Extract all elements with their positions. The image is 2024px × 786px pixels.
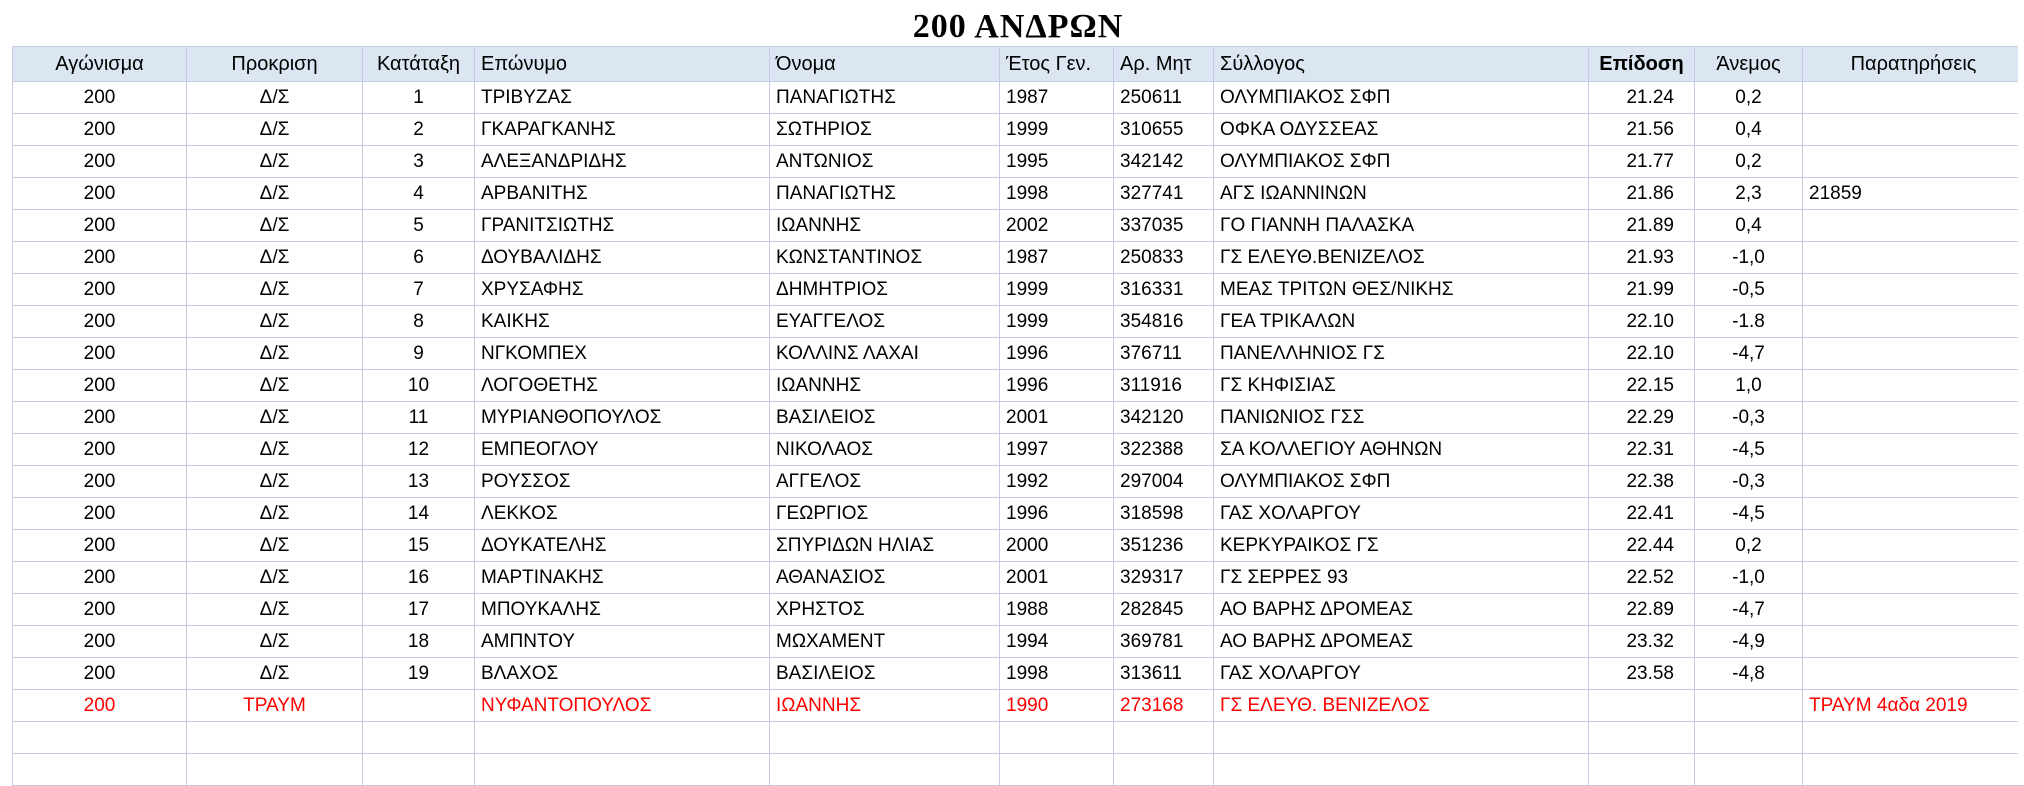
- cell-club[interactable]: ΟΛΥΜΠΙΑΚΟΣ ΣΦΠ: [1214, 82, 1589, 114]
- cell-qualification[interactable]: Δ/Σ: [187, 434, 363, 466]
- table-row: [13, 306, 2024, 338]
- cell-notes[interactable]: [1803, 466, 2024, 498]
- cell-notes[interactable]: [1803, 306, 2024, 338]
- cell-event[interactable]: 200: [13, 402, 187, 434]
- cell-firstname[interactable]: ΒΑΣΙΛΕΙΟΣ: [770, 658, 1000, 690]
- cell-qualification[interactable]: Δ/Σ: [187, 178, 363, 210]
- cell-surname[interactable]: ΑΛΕΞΑΝΔΡΙΔΗΣ: [475, 146, 770, 178]
- cell-club[interactable]: ΟΛΥΜΠΙΑΚΟΣ ΣΦΠ: [1214, 146, 1589, 178]
- cell-wind[interactable]: -4,7: [1695, 594, 1803, 626]
- results-sheet: [12, 0, 2024, 786]
- cell-birth-year[interactable]: 2000: [1000, 530, 1114, 562]
- cell-rank[interactable]: 16: [363, 562, 475, 594]
- cell-wind[interactable]: -4,5: [1695, 434, 1803, 466]
- results-table: [12, 46, 2024, 786]
- table-row: [13, 402, 2024, 434]
- cell-club[interactable]: ΑΓΣ ΙΩΑΝΝΙΝΩΝ: [1214, 178, 1589, 210]
- cell-rank[interactable]: 11: [363, 402, 475, 434]
- cell-performance[interactable]: [1589, 754, 1695, 786]
- cell-notes[interactable]: [1803, 658, 2024, 690]
- cell-event[interactable]: 200: [13, 370, 187, 402]
- cell-reg-number[interactable]: 327741: [1114, 178, 1214, 210]
- cell-wind[interactable]: -0,3: [1695, 402, 1803, 434]
- cell-birth-year[interactable]: 2002: [1000, 210, 1114, 242]
- cell-notes[interactable]: [1803, 594, 2024, 626]
- cell-performance[interactable]: 21.89: [1589, 210, 1695, 242]
- cell-event[interactable]: 200: [13, 658, 187, 690]
- cell-qualification[interactable]: Δ/Σ: [187, 594, 363, 626]
- cell-performance[interactable]: 21.86: [1589, 178, 1695, 210]
- table-row: [13, 146, 2024, 178]
- cell-wind[interactable]: -4,8: [1695, 658, 1803, 690]
- cell-firstname[interactable]: ΑΓΓΕΛΟΣ: [770, 466, 1000, 498]
- cell-birth-year[interactable]: 1999: [1000, 114, 1114, 146]
- cell-notes[interactable]: [1803, 242, 2024, 274]
- cell-rank[interactable]: 5: [363, 210, 475, 242]
- cell-wind[interactable]: [1695, 690, 1803, 722]
- cell-reg-number[interactable]: 282845: [1114, 594, 1214, 626]
- cell-firstname[interactable]: ΔΗΜΗΤΡΙΟΣ: [770, 274, 1000, 306]
- cell-notes[interactable]: [1803, 402, 2024, 434]
- cell-birth-year[interactable]: 2001: [1000, 562, 1114, 594]
- table-row: [13, 82, 2024, 114]
- cell-surname[interactable]: ΜΠΟΥΚΑΛΗΣ: [475, 594, 770, 626]
- cell-surname[interactable]: ΛΕΚΚΟΣ: [475, 498, 770, 530]
- cell-surname[interactable]: ΚΑΙΚΗΣ: [475, 306, 770, 338]
- cell-rank[interactable]: 17: [363, 594, 475, 626]
- cell-birth-year[interactable]: 2001: [1000, 402, 1114, 434]
- cell-club[interactable]: ΓΟ ΓΙΑΝΝΗ ΠΑΛΑΣΚΑ: [1214, 210, 1589, 242]
- cell-surname[interactable]: ΜΑΡΤΙΝΑΚΗΣ: [475, 562, 770, 594]
- cell-firstname[interactable]: ΓΕΩΡΓΙΟΣ: [770, 498, 1000, 530]
- cell-qualification[interactable]: Δ/Σ: [187, 658, 363, 690]
- cell-club[interactable]: ΓΕΑ ΤΡΙΚΑΛΩΝ: [1214, 306, 1589, 338]
- cell-reg-number[interactable]: 322388: [1114, 434, 1214, 466]
- cell-rank[interactable]: [363, 722, 475, 754]
- cell-qualification[interactable]: Δ/Σ: [187, 114, 363, 146]
- cell-wind[interactable]: 0,2: [1695, 82, 1803, 114]
- table-row: [13, 242, 2024, 274]
- cell-qualification[interactable]: Δ/Σ: [187, 242, 363, 274]
- cell-event[interactable]: 200: [13, 210, 187, 242]
- cell-wind[interactable]: 0,2: [1695, 146, 1803, 178]
- table-row: [13, 658, 2024, 690]
- table-row: [13, 274, 2024, 306]
- table-row: [13, 178, 2024, 210]
- cell-firstname[interactable]: ΧΡΗΣΤΟΣ: [770, 594, 1000, 626]
- cell-performance[interactable]: 23.32: [1589, 626, 1695, 658]
- cell-rank[interactable]: 2: [363, 114, 475, 146]
- cell-surname[interactable]: ΒΛΑΧΟΣ: [475, 658, 770, 690]
- cell-qualification[interactable]: Δ/Σ: [187, 466, 363, 498]
- cell-qualification[interactable]: Δ/Σ: [187, 338, 363, 370]
- cell-reg-number[interactable]: 342120: [1114, 402, 1214, 434]
- cell-performance[interactable]: 21.93: [1589, 242, 1695, 274]
- cell-wind[interactable]: -0,5: [1695, 274, 1803, 306]
- cell-birth-year[interactable]: 1998: [1000, 178, 1114, 210]
- cell-performance[interactable]: 21.56: [1589, 114, 1695, 146]
- cell-surname[interactable]: ΔΟΥΚΑΤΕΛΗΣ: [475, 530, 770, 562]
- cell-birth-year[interactable]: 1996: [1000, 338, 1114, 370]
- cell-surname[interactable]: ΧΡΥΣΑΦΗΣ: [475, 274, 770, 306]
- cell-surname[interactable]: ΜΥΡΙΑΝΘΟΠΟΥΛΟΣ: [475, 402, 770, 434]
- cell-performance[interactable]: 22.41: [1589, 498, 1695, 530]
- table-row-empty: [13, 754, 2024, 786]
- cell-performance[interactable]: 21.24: [1589, 82, 1695, 114]
- cell-wind[interactable]: -1,0: [1695, 562, 1803, 594]
- col-header-notes[interactable]: Παρατηρήσεις: [1803, 47, 2024, 82]
- cell-birth-year[interactable]: 1990: [1000, 690, 1114, 722]
- cell-event[interactable]: 200: [13, 146, 187, 178]
- col-header-firstname[interactable]: Όνομα: [770, 47, 1000, 82]
- cell-notes[interactable]: 21859: [1803, 178, 2024, 210]
- cell-surname[interactable]: ΑΡΒΑΝΙΤΗΣ: [475, 178, 770, 210]
- cell-event[interactable]: 200: [13, 242, 187, 274]
- cell-qualification[interactable]: Δ/Σ: [187, 274, 363, 306]
- cell-qualification[interactable]: Δ/Σ: [187, 498, 363, 530]
- cell-event[interactable]: 200: [13, 306, 187, 338]
- cell-rank[interactable]: 6: [363, 242, 475, 274]
- cell-birth-year[interactable]: [1000, 722, 1114, 754]
- cell-rank[interactable]: 1: [363, 82, 475, 114]
- table-row-injured: [13, 690, 2024, 722]
- cell-rank[interactable]: 3: [363, 146, 475, 178]
- cell-reg-number[interactable]: 250833: [1114, 242, 1214, 274]
- cell-qualification[interactable]: Δ/Σ: [187, 306, 363, 338]
- cell-reg-number[interactable]: 318598: [1114, 498, 1214, 530]
- cell-firstname[interactable]: ΕΥΑΓΓΕΛΟΣ: [770, 306, 1000, 338]
- cell-reg-number[interactable]: 354816: [1114, 306, 1214, 338]
- cell-firstname[interactable]: ΚΟΛΛΙΝΣ ΛΑΧΑΙ: [770, 338, 1000, 370]
- cell-surname[interactable]: ΝΓΚΟΜΠΕΧ: [475, 338, 770, 370]
- cell-firstname[interactable]: ΙΩΑΝΝΗΣ: [770, 690, 1000, 722]
- col-header-event[interactable]: Αγώνισμα: [13, 47, 187, 82]
- cell-firstname[interactable]: ΠΑΝΑΓΙΩΤΗΣ: [770, 82, 1000, 114]
- cell-performance[interactable]: 23.58: [1589, 658, 1695, 690]
- cell-event[interactable]: 200: [13, 594, 187, 626]
- cell-notes[interactable]: [1803, 434, 2024, 466]
- cell-club[interactable]: ΟΦΚΑ ΟΔΥΣΣΕΑΣ: [1214, 114, 1589, 146]
- cell-surname[interactable]: ΝΥΦΑΝΤΟΠΟΥΛΟΣ: [475, 690, 770, 722]
- table-row: [13, 626, 2024, 658]
- cell-reg-number[interactable]: 316331: [1114, 274, 1214, 306]
- cell-surname[interactable]: ΡΟΥΣΣΟΣ: [475, 466, 770, 498]
- col-header-qualification[interactable]: Προκριση: [187, 47, 363, 82]
- cell-event[interactable]: 200: [13, 690, 187, 722]
- cell-reg-number[interactable]: 337035: [1114, 210, 1214, 242]
- col-header-reg-number[interactable]: Αρ. Μητ: [1114, 47, 1214, 82]
- col-header-surname[interactable]: Επώνυμο: [475, 47, 770, 82]
- cell-event[interactable]: 200: [13, 274, 187, 306]
- cell-event[interactable]: 200: [13, 434, 187, 466]
- table-row: [13, 466, 2024, 498]
- cell-birth-year[interactable]: 1988: [1000, 594, 1114, 626]
- cell-club[interactable]: ΚΕΡΚΥΡΑΙΚΟΣ ΓΣ: [1214, 530, 1589, 562]
- cell-event[interactable]: 200: [13, 562, 187, 594]
- cell-surname[interactable]: ΛΟΓΟΘΕΤΗΣ: [475, 370, 770, 402]
- cell-club[interactable]: [1214, 754, 1589, 786]
- page-title: 200 ΑΝΔΡΩΝ: [12, 0, 2024, 46]
- cell-birth-year[interactable]: 1997: [1000, 434, 1114, 466]
- cell-qualification[interactable]: Δ/Σ: [187, 146, 363, 178]
- cell-rank[interactable]: 15: [363, 530, 475, 562]
- cell-club[interactable]: ΜΕΑΣ ΤΡΙΤΩΝ ΘΕΣ/ΝΙΚΗΣ: [1214, 274, 1589, 306]
- cell-firstname[interactable]: ΣΠΥΡΙΔΩΝ ΗΛΙΑΣ: [770, 530, 1000, 562]
- cell-performance[interactable]: 21.77: [1589, 146, 1695, 178]
- cell-event[interactable]: 200: [13, 466, 187, 498]
- cell-firstname[interactable]: [770, 722, 1000, 754]
- cell-reg-number[interactable]: [1114, 722, 1214, 754]
- cell-firstname[interactable]: ΙΩΑΝΝΗΣ: [770, 370, 1000, 402]
- cell-surname[interactable]: ΤΡΙΒΥΖΑΣ: [475, 82, 770, 114]
- cell-reg-number[interactable]: 310655: [1114, 114, 1214, 146]
- cell-event[interactable]: 200: [13, 114, 187, 146]
- cell-qualification[interactable]: Δ/Σ: [187, 626, 363, 658]
- cell-event[interactable]: 200: [13, 530, 187, 562]
- cell-reg-number[interactable]: [1114, 754, 1214, 786]
- cell-notes[interactable]: [1803, 114, 2024, 146]
- cell-event[interactable]: [13, 754, 187, 786]
- table-row: [13, 498, 2024, 530]
- cell-wind[interactable]: -1.8: [1695, 306, 1803, 338]
- cell-performance[interactable]: 22.89: [1589, 594, 1695, 626]
- cell-performance[interactable]: 22.44: [1589, 530, 1695, 562]
- col-header-performance[interactable]: Επίδοση: [1589, 47, 1695, 82]
- cell-reg-number[interactable]: 376711: [1114, 338, 1214, 370]
- cell-event[interactable]: 200: [13, 82, 187, 114]
- cell-club[interactable]: ΣΑ ΚΟΛΛΕΓΙΟΥ ΑΘΗΝΩΝ: [1214, 434, 1589, 466]
- cell-notes[interactable]: [1803, 274, 2024, 306]
- cell-notes[interactable]: [1803, 370, 2024, 402]
- cell-birth-year[interactable]: 1996: [1000, 370, 1114, 402]
- cell-rank[interactable]: 9: [363, 338, 475, 370]
- cell-club[interactable]: ΓΣ ΣΕΡΡΕΣ 93: [1214, 562, 1589, 594]
- cell-firstname[interactable]: ΠΑΝΑΓΙΩΤΗΣ: [770, 178, 1000, 210]
- cell-qualification[interactable]: ΤΡΑΥΜ: [187, 690, 363, 722]
- cell-reg-number[interactable]: 250611: [1114, 82, 1214, 114]
- cell-performance[interactable]: 22.15: [1589, 370, 1695, 402]
- cell-qualification[interactable]: [187, 722, 363, 754]
- table-row: [13, 338, 2024, 370]
- cell-event[interactable]: [13, 722, 187, 754]
- cell-birth-year[interactable]: 1992: [1000, 466, 1114, 498]
- table-row: [13, 530, 2024, 562]
- cell-rank[interactable]: 10: [363, 370, 475, 402]
- cell-rank[interactable]: 4: [363, 178, 475, 210]
- cell-club[interactable]: ΑΟ ΒΑΡΗΣ ΔΡΟΜΕΑΣ: [1214, 594, 1589, 626]
- cell-notes[interactable]: ΤΡΑΥΜ 4αδα 2019: [1803, 690, 2024, 722]
- cell-surname[interactable]: ΕΜΠΕΟΓΛΟΥ: [475, 434, 770, 466]
- cell-notes[interactable]: [1803, 338, 2024, 370]
- cell-notes[interactable]: [1803, 498, 2024, 530]
- cell-reg-number[interactable]: 342142: [1114, 146, 1214, 178]
- cell-club[interactable]: [1214, 722, 1589, 754]
- cell-birth-year[interactable]: 1987: [1000, 242, 1114, 274]
- cell-rank[interactable]: 13: [363, 466, 475, 498]
- cell-club[interactable]: ΓΣ ΕΛΕΥΘ. ΒΕΝΙΖΕΛΟΣ: [1214, 690, 1589, 722]
- cell-surname[interactable]: [475, 722, 770, 754]
- cell-rank[interactable]: 19: [363, 658, 475, 690]
- cell-performance[interactable]: 22.10: [1589, 338, 1695, 370]
- cell-event[interactable]: 200: [13, 178, 187, 210]
- right-margin: [2018, 0, 2024, 768]
- cell-performance[interactable]: [1589, 690, 1695, 722]
- cell-wind[interactable]: -0,3: [1695, 466, 1803, 498]
- cell-rank[interactable]: 14: [363, 498, 475, 530]
- cell-birth-year[interactable]: 1999: [1000, 274, 1114, 306]
- cell-club[interactable]: ΓΑΣ ΧΟΛΑΡΓΟΥ: [1214, 658, 1589, 690]
- cell-birth-year[interactable]: 1994: [1000, 626, 1114, 658]
- cell-performance[interactable]: 22.10: [1589, 306, 1695, 338]
- col-header-birth-year[interactable]: Έτος Γεν.: [1000, 47, 1114, 82]
- cell-notes[interactable]: [1803, 146, 2024, 178]
- cell-wind[interactable]: -1,0: [1695, 242, 1803, 274]
- table-row: [13, 594, 2024, 626]
- cell-notes[interactable]: [1803, 82, 2024, 114]
- cell-reg-number[interactable]: 311916: [1114, 370, 1214, 402]
- cell-rank[interactable]: 18: [363, 626, 475, 658]
- cell-firstname[interactable]: ΜΩΧΑΜΕΝΤ: [770, 626, 1000, 658]
- cell-surname[interactable]: ΓΚΑΡΑΓΚΑΝΗΣ: [475, 114, 770, 146]
- cell-wind[interactable]: -4,7: [1695, 338, 1803, 370]
- cell-performance[interactable]: 22.31: [1589, 434, 1695, 466]
- cell-qualification[interactable]: Δ/Σ: [187, 370, 363, 402]
- cell-club[interactable]: ΓΑΣ ΧΟΛΑΡΓΟΥ: [1214, 498, 1589, 530]
- cell-reg-number[interactable]: 329317: [1114, 562, 1214, 594]
- cell-birth-year[interactable]: 1987: [1000, 82, 1114, 114]
- cell-notes[interactable]: [1803, 210, 2024, 242]
- cell-event[interactable]: 200: [13, 626, 187, 658]
- cell-birth-year[interactable]: 1998: [1000, 658, 1114, 690]
- cell-wind[interactable]: 2,3: [1695, 178, 1803, 210]
- cell-qualification[interactable]: Δ/Σ: [187, 210, 363, 242]
- cell-wind[interactable]: -4,5: [1695, 498, 1803, 530]
- cell-wind[interactable]: 0,2: [1695, 530, 1803, 562]
- results-body: [13, 82, 2024, 786]
- cell-wind[interactable]: [1695, 722, 1803, 754]
- cell-performance[interactable]: 22.38: [1589, 466, 1695, 498]
- cell-reg-number[interactable]: 273168: [1114, 690, 1214, 722]
- cell-firstname[interactable]: ΑΘΑΝΑΣΙΟΣ: [770, 562, 1000, 594]
- cell-performance[interactable]: 22.52: [1589, 562, 1695, 594]
- cell-qualification[interactable]: Δ/Σ: [187, 530, 363, 562]
- cell-firstname[interactable]: ΝΙΚΟΛΑΟΣ: [770, 434, 1000, 466]
- cell-rank[interactable]: [363, 754, 475, 786]
- table-row: [13, 114, 2024, 146]
- cell-wind[interactable]: 0,4: [1695, 210, 1803, 242]
- cell-club[interactable]: ΓΣ ΕΛΕΥΘ.ΒΕΝΙΖΕΛΟΣ: [1214, 242, 1589, 274]
- cell-notes[interactable]: [1803, 626, 2024, 658]
- cell-qualification[interactable]: Δ/Σ: [187, 402, 363, 434]
- table-row: [13, 562, 2024, 594]
- cell-reg-number[interactable]: 313611: [1114, 658, 1214, 690]
- cell-wind[interactable]: -4,9: [1695, 626, 1803, 658]
- cell-qualification[interactable]: Δ/Σ: [187, 562, 363, 594]
- cell-firstname[interactable]: ΑΝΤΩΝΙΟΣ: [770, 146, 1000, 178]
- cell-reg-number[interactable]: 351236: [1114, 530, 1214, 562]
- cell-surname[interactable]: ΑΜΠΝΤΟΥ: [475, 626, 770, 658]
- cell-birth-year[interactable]: 1999: [1000, 306, 1114, 338]
- cell-surname[interactable]: ΓΡΑΝΙΤΣΙΩΤΗΣ: [475, 210, 770, 242]
- cell-birth-year[interactable]: 1996: [1000, 498, 1114, 530]
- cell-notes[interactable]: [1803, 722, 2024, 754]
- cell-reg-number[interactable]: 369781: [1114, 626, 1214, 658]
- table-row-empty: [13, 722, 2024, 754]
- cell-firstname[interactable]: [770, 754, 1000, 786]
- cell-performance[interactable]: [1589, 722, 1695, 754]
- cell-firstname[interactable]: ΒΑΣΙΛΕΙΟΣ: [770, 402, 1000, 434]
- cell-birth-year[interactable]: [1000, 754, 1114, 786]
- cell-surname[interactable]: [475, 754, 770, 786]
- header-row: [13, 47, 2024, 82]
- cell-rank[interactable]: [363, 690, 475, 722]
- cell-firstname[interactable]: ΚΩΝΣΤΑΝΤΙΝΟΣ: [770, 242, 1000, 274]
- cell-notes[interactable]: [1803, 754, 2024, 786]
- cell-qualification[interactable]: Δ/Σ: [187, 82, 363, 114]
- cell-birth-year[interactable]: 1995: [1000, 146, 1114, 178]
- col-header-club[interactable]: Σύλλογος: [1214, 47, 1589, 82]
- table-row: [13, 370, 2024, 402]
- cell-performance[interactable]: 22.29: [1589, 402, 1695, 434]
- col-header-wind[interactable]: Άνεμος: [1695, 47, 1803, 82]
- cell-wind[interactable]: 1,0: [1695, 370, 1803, 402]
- cell-wind[interactable]: [1695, 754, 1803, 786]
- cell-wind[interactable]: 0,4: [1695, 114, 1803, 146]
- cell-reg-number[interactable]: 297004: [1114, 466, 1214, 498]
- cell-notes[interactable]: [1803, 530, 2024, 562]
- cell-firstname[interactable]: ΙΩΑΝΝΗΣ: [770, 210, 1000, 242]
- cell-notes[interactable]: [1803, 562, 2024, 594]
- cell-rank[interactable]: 8: [363, 306, 475, 338]
- cell-performance[interactable]: 21.99: [1589, 274, 1695, 306]
- col-header-rank[interactable]: Κατάταξη: [363, 47, 475, 82]
- cell-club[interactable]: ΠΑΝΙΩΝΙΟΣ ΓΣΣ: [1214, 402, 1589, 434]
- cell-event[interactable]: 200: [13, 498, 187, 530]
- cell-rank[interactable]: 7: [363, 274, 475, 306]
- cell-club[interactable]: ΓΣ ΚΗΦΙΣΙΑΣ: [1214, 370, 1589, 402]
- cell-club[interactable]: ΠΑΝΕΛΛΗΝΙΟΣ ΓΣ: [1214, 338, 1589, 370]
- cell-club[interactable]: ΑΟ ΒΑΡΗΣ ΔΡΟΜΕΑΣ: [1214, 626, 1589, 658]
- cell-surname[interactable]: ΔΟΥΒΑΛΙΔΗΣ: [475, 242, 770, 274]
- cell-event[interactable]: 200: [13, 338, 187, 370]
- cell-club[interactable]: ΟΛΥΜΠΙΑΚΟΣ ΣΦΠ: [1214, 466, 1589, 498]
- cell-rank[interactable]: 12: [363, 434, 475, 466]
- cell-firstname[interactable]: ΣΩΤΗΡΙΟΣ: [770, 114, 1000, 146]
- cell-qualification[interactable]: [187, 754, 363, 786]
- table-row: [13, 434, 2024, 466]
- table-row: [13, 210, 2024, 242]
